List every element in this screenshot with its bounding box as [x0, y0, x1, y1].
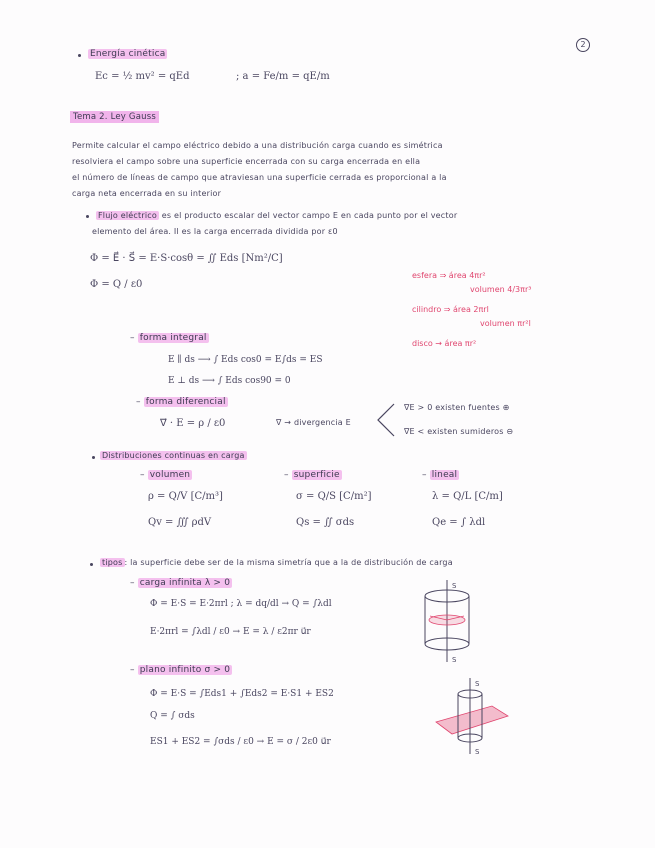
plano-infinito-label: – plano infinito σ > 0 — [130, 665, 231, 675]
flujo-eq-1: Φ = E⃗ · S⃗ = E·S·cosθ = ∬ Eds [Nm²/C] — [90, 253, 283, 264]
forma-diferencial-label: – forma diferencial — [136, 397, 226, 407]
bullet — [86, 215, 89, 218]
tema-intro-line-1: Permite calcular el campo eléctrico debido a una distribución carga cuando es simétrica — [72, 141, 443, 150]
plano-infinito-eq-1: Φ = E·S = ∫Eds1 + ∫Eds2 = E·S1 + ES2 — [150, 689, 334, 699]
superficie-charge: Qs = ∬ σds — [296, 517, 355, 528]
divergence-positive: ∇E > 0 existen fuentes ⊕ — [404, 403, 510, 412]
plano-infinito-eq-2: Q = ∫ σds — [150, 711, 195, 721]
tema-intro-line-3: el número de líneas de campo que atraviesan una superficie cerrada es proporcional a la — [72, 173, 447, 182]
carga-infinita-eq-2: E·2πrl = ∫λdl / ε0 → E = λ / ε2πr u⃗r — [150, 627, 311, 637]
energia-title: Energía cinética — [90, 49, 166, 59]
flujo-eq-2: Φ = Q / ε0 — [90, 279, 143, 290]
note-esfera-vol: volumen 4/3πr³ — [470, 285, 532, 294]
distribuciones-title: Distribuciones continuas en carga — [102, 451, 245, 460]
svg-text:S: S — [452, 656, 457, 664]
plano-infinito-eq-3: ES1 + ES2 = ∫σds / ε0 → E = σ / 2ε0 u⃗r — [150, 737, 331, 747]
svg-text:S: S — [452, 582, 457, 590]
flujo-line-2: elemento del área. Il es la carga encerrada dividida por ε0 — [92, 227, 338, 236]
tema-intro-line-4: carga neta encerrada en su interior — [72, 189, 222, 198]
lineal-label: – lineal — [422, 470, 458, 480]
note-cilindro: cilindro ⇒ área 2πrl — [412, 305, 489, 314]
lineal-charge: Qe = ∫ λdl — [432, 517, 486, 528]
volumen-charge: Qv = ∭ ρdV — [148, 517, 212, 528]
energia-formula-right: ; a = Fe/m = qE/m — [236, 71, 330, 82]
forma-diferencial-eq: ∇⃗ · E = ρ / ε0 — [160, 418, 226, 429]
tema-title: Tema 2. Ley Gauss — [70, 113, 159, 122]
forma-integral-eq-1: E ∥ ds ⟶ ∫ Eds cos0 = E∫ds = ES — [168, 355, 323, 365]
bullet — [92, 456, 95, 459]
carga-infinita-label: – carga infinita λ > 0 — [130, 578, 231, 588]
nabla-description: ∇ → divergencia E — [276, 418, 351, 427]
cylinder-figure — [414, 578, 484, 664]
forma-integral-label: – forma integral — [130, 333, 207, 343]
tipos-line: tipos : la superficie debe ser de la misma simetría que a la de distribución de carga — [102, 558, 453, 567]
flujo-line-1: Flujo eléctrico es el producto escalar del vector campo E en cada punto por el vector — [98, 211, 458, 220]
lineal-density: λ = Q/L [C/m] — [432, 491, 503, 502]
superficie-label: – superficie — [284, 470, 340, 480]
note-disco: disco → área πr² — [412, 339, 477, 348]
forma-integral-eq-2: E ⊥ ds ⟶ ∫ Eds cos90 = 0 — [168, 376, 291, 386]
volumen-label: – volumen — [140, 470, 191, 480]
divergence-negative: ∇E < existen sumideros ⊖ — [404, 427, 514, 436]
plane-figure — [432, 676, 512, 756]
svg-text:S: S — [475, 748, 480, 756]
carga-infinita-eq-1: Φ = E·S = E·2πrl ; λ = dq/dl → Q = ∫λdl — [150, 599, 332, 609]
bullet — [78, 54, 81, 57]
volumen-density: ρ = Q/V [C/m³] — [148, 491, 223, 502]
superficie-density: σ = Q/S [C/m²] — [296, 491, 372, 502]
bullet — [90, 563, 93, 566]
energia-formula-left: Ec = ½ mv² = qEd — [95, 71, 190, 82]
page-number: 2 — [576, 38, 590, 52]
svg-text:S: S — [475, 680, 480, 688]
note-cilindro-vol: volumen πr²l — [480, 319, 531, 328]
tema-intro-line-2: resolviera el campo sobre una superficie encerrada con su carga encerrada en ella — [72, 157, 421, 166]
bracket-icon — [374, 400, 398, 440]
note-esfera: esfera ⇒ área 4πr² — [412, 271, 486, 280]
